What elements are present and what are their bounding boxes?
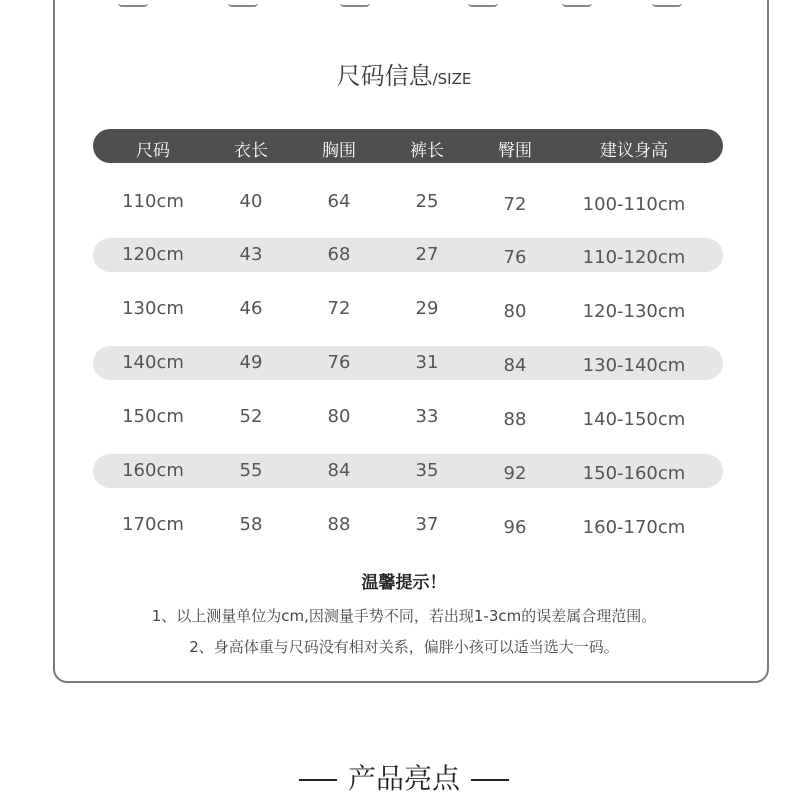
cell-size: 160cm xyxy=(122,460,184,481)
table-row xyxy=(93,508,723,542)
cell-size: 130cm xyxy=(122,298,184,319)
cell-pants-length: 31 xyxy=(415,352,439,373)
header-length: 衣长 xyxy=(234,141,268,161)
cell-pants-length: 29 xyxy=(415,298,439,319)
tip-line-1: 1、以上测量单位为cm,因测量手势不同，若出现1-3cm的误差属合理范围。 xyxy=(151,607,657,625)
cell-hip: 72 xyxy=(503,194,527,215)
cell-chest: 72 xyxy=(327,298,351,319)
cell-chest: 68 xyxy=(327,244,351,265)
heading-dash-left xyxy=(299,779,337,781)
cell-pants-length: 25 xyxy=(415,191,439,212)
cell-height: 130-140cm xyxy=(582,355,686,376)
cell-length: 52 xyxy=(239,406,263,427)
tip-line-2: 2、身高体重与尺码没有相对关系，偏胖小孩可以适当选大一码。 xyxy=(189,638,619,656)
cell-height: 140-150cm xyxy=(582,409,686,430)
header-chest: 胸围 xyxy=(322,141,356,161)
cell-chest: 80 xyxy=(327,406,351,427)
size-section-title xyxy=(0,56,808,91)
cell-pants-length: 35 xyxy=(415,460,439,481)
table-row xyxy=(93,292,723,326)
cell-hip: 80 xyxy=(503,301,527,322)
cell-size: 150cm xyxy=(122,406,184,427)
table-row xyxy=(93,346,723,380)
table-row xyxy=(93,400,723,434)
cell-height: 110-120cm xyxy=(582,247,686,268)
cell-pants-length: 33 xyxy=(415,406,439,427)
cell-length: 55 xyxy=(239,460,263,481)
cell-pants-length: 37 xyxy=(415,514,439,535)
cell-size: 110cm xyxy=(122,191,184,212)
cell-chest: 76 xyxy=(327,352,351,373)
header-pants-length: 裤长 xyxy=(410,141,444,161)
cell-height: 160-170cm xyxy=(582,517,686,538)
cell-length: 43 xyxy=(239,244,263,265)
cell-length: 49 xyxy=(239,352,263,373)
cell-chest: 64 xyxy=(327,191,351,212)
heading-dash-right xyxy=(471,779,509,781)
cell-size: 170cm xyxy=(122,514,184,535)
cell-height: 120-130cm xyxy=(582,301,686,322)
size-table-header xyxy=(93,129,723,163)
cell-size: 140cm xyxy=(122,352,184,373)
cell-hip: 76 xyxy=(503,247,527,268)
cell-size: 120cm xyxy=(122,244,184,265)
cell-pants-length: 27 xyxy=(415,244,439,265)
table-row xyxy=(93,238,723,272)
size-title-cn: 尺码信息 xyxy=(336,62,433,90)
header-size: 尺码 xyxy=(136,141,170,161)
cell-chest: 84 xyxy=(327,460,351,481)
size-title-en: /SIZE xyxy=(432,70,472,88)
cell-hip: 92 xyxy=(503,463,527,484)
cell-chest: 88 xyxy=(327,514,351,535)
table-row xyxy=(93,185,723,219)
product-highlights-title: 产品亮点 xyxy=(347,762,460,795)
tips-title: 温馨提示！ xyxy=(361,573,447,593)
cell-height: 150-160cm xyxy=(582,463,686,484)
product-highlights-heading xyxy=(0,757,808,797)
cell-length: 46 xyxy=(239,298,263,319)
cell-hip: 96 xyxy=(503,517,527,538)
cell-length: 40 xyxy=(239,191,263,212)
header-hip: 臀围 xyxy=(498,141,532,161)
header-height: 建议身高 xyxy=(600,141,668,161)
cell-hip: 84 xyxy=(503,355,527,376)
cell-hip: 88 xyxy=(503,409,527,430)
table-row xyxy=(93,454,723,488)
cell-length: 58 xyxy=(239,514,263,535)
cell-height: 100-110cm xyxy=(582,194,686,215)
